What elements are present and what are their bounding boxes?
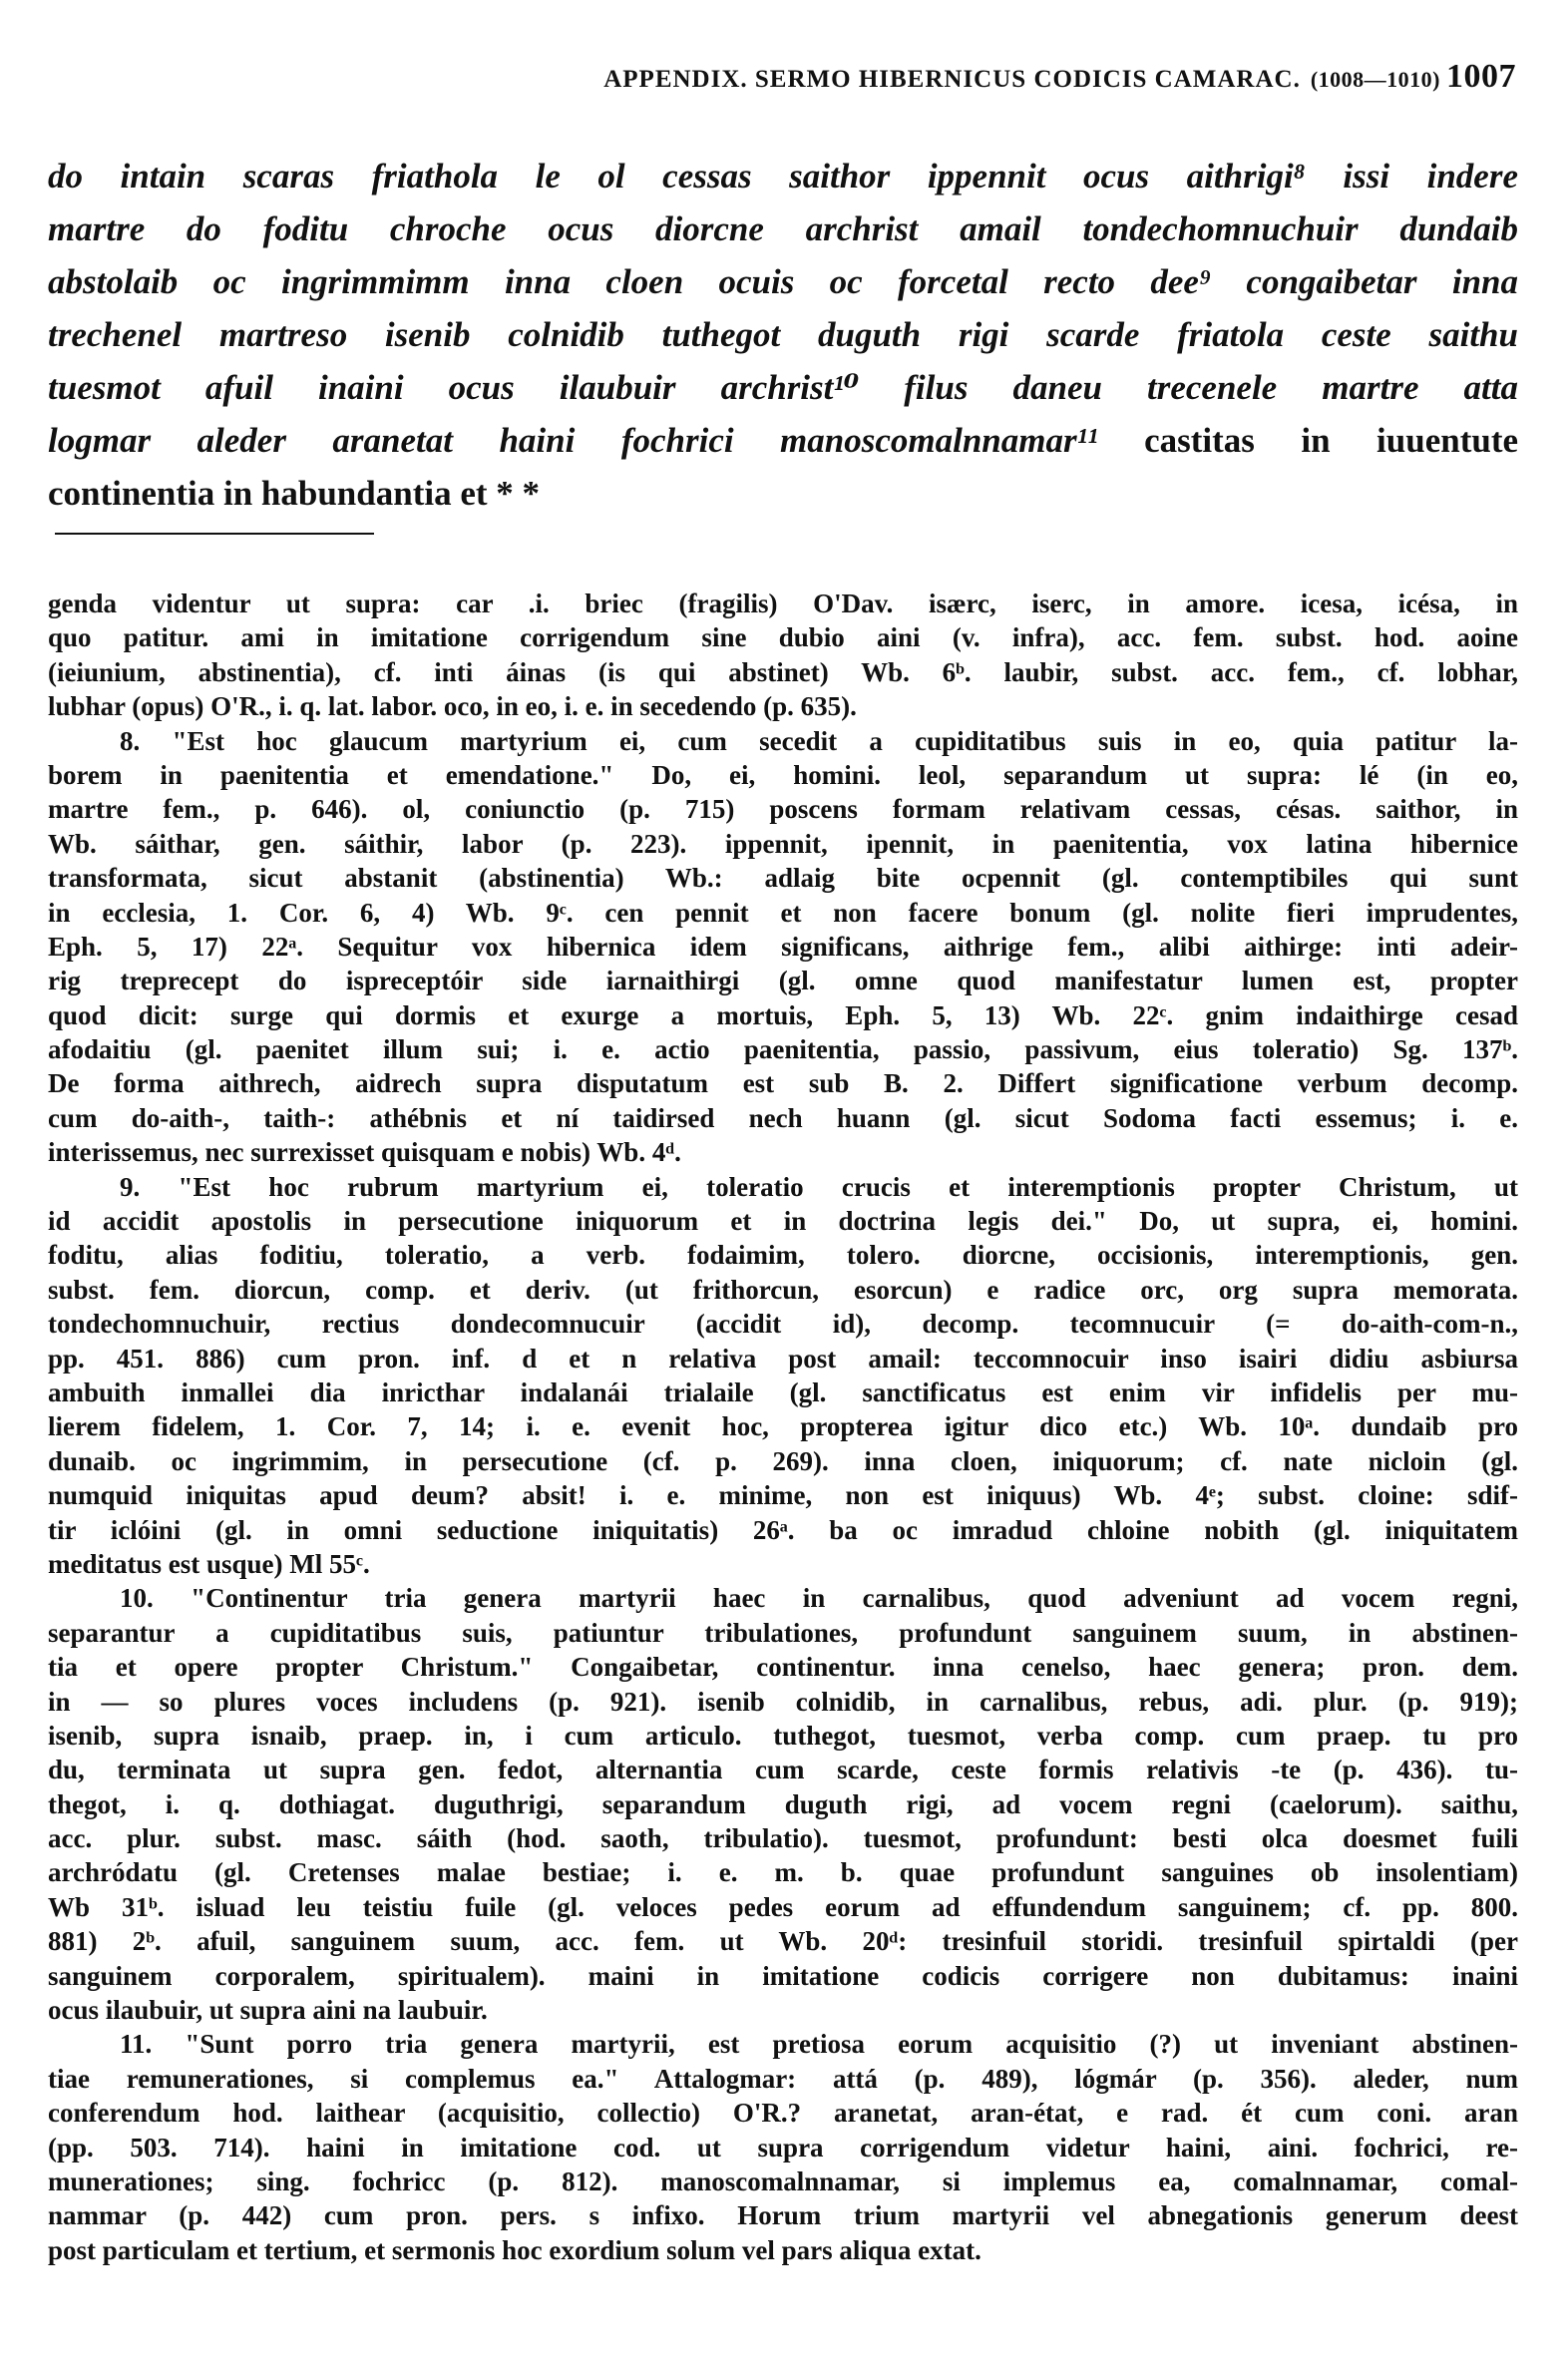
footnote-line: 9. "Est hoc rubrum martyrium ei, toleratio crucis et interemptionis propter Christum, ut [120,1171,1518,1202]
page-number: 1007 [1446,58,1516,95]
latin-text: castitas in iuuentute [1144,421,1518,460]
footnote-line: 8. "Est hoc glaucum martyrium ei, cum secedit a cupiditatibus suis in eo, quia patitur la- [120,725,1518,756]
footnote-line: thegot, i. q. dothiagat. duguthrigi, separandum duguth rigi, ad vocem regni (caelorum). saithu, [48,1788,1518,1819]
footnote-line: 10. "Continentur tria genera martyrii haec in carnalibus, quod adveniunt ad vocem regni, [120,1583,1518,1614]
irish-text: abstolaib oc ingrimmimm inna cloen ocuis oc forcetal recto dee⁹ congaibetar inna [48,262,1518,301]
latin-text: continentia in habundantia et * * [48,474,541,513]
page-range: (1008—1010) [1310,67,1440,92]
footnote-line: in ecclesia, 1. Cor. 6, 4) Wb. 9ᶜ. cen pennit et non facere bonum (gl. nolite fieri imprudentes, [48,897,1518,928]
footnote-line: quo patitur. ami in imitatione corrigendum sine dubio aini (v. infra), acc. fem. subst. hod. aoine [48,622,1518,653]
footnote-divider [55,533,374,535]
footnote-line: martre fem., p. 646). ol, coniunctio (p. 715) poscens formam relativam cessas, césas. saithor, in [48,794,1518,825]
footnote-line: archródatu (gl. Cretenses malae bestiae; i. e. m. b. quae profundunt sanguines ob insolentiam) [48,1857,1518,1888]
footnote-line: isenib, supra isnaib, praep. in, i cum articulo. tuthegot, tuesmot, verba comp. cum praep. tu pro [48,1720,1518,1751]
footnote-line: De forma aithrech, aidrech supra disputatum est sub B. 2. Differt significatione verbum decomp. [48,1068,1518,1099]
text-line [48,202,1518,255]
text-line [48,467,1518,520]
footnote-line: ambuith inmallei dia inricthar indalanái trialaile (gl. sanctificatus est enim vir infidelis per mu- [48,1376,1518,1407]
footnote-line: 881) 2ᵇ. afuil, sanguinem suum, acc. fem. ut Wb. 20ᵈ: tresinfuil storidi. tresinfuil spirtaldi (per [48,1926,1518,1957]
text-line [48,308,1518,361]
footnote-line: munerationes; sing. fochricc (p. 812). manoscomalnnamar, si implemus ea, comalnnamar, comal- [48,2165,1518,2196]
footnote-line: nammar (p. 442) cum pron. pers. s infixo. Horum trium martyrii vel abnegationis generum deest [48,2200,1518,2231]
footnote-line: post particulam et tertium, et sermonis hoc exordium solum vel pars aliqua extat. [48,2234,981,2265]
running-title: APPENDIX. SERMO HIBERNICUS CODICIS CAMARAC. [603,66,1301,93]
footnote-line: acc. plur. subst. masc. sáith (hod. saoth, tribulatio). tuesmot, profundunt: besti olca doesmet fuili [48,1823,1518,1854]
text-line [48,150,1518,202]
footnote-line: meditatus est usque) Ml 55ᶜ. [48,1548,370,1579]
footnote-line: numquid iniquitas apud deum? absit! i. e. minime, non est iniquus) Wb. 4ᵉ; subst. cloine: sdif- [48,1480,1518,1511]
footnote-line: Wb. sáithar, gen. sáithir, labor (p. 223). ippennit, ipennit, in paenitentia, vox latina hibernice [48,828,1518,859]
footnote-line: (ieiunium, abstinentia), cf. inti áinas (is qui abstinet) Wb. 6ᵇ. laubir, subst. acc. fem., cf. lobhar, [48,656,1518,687]
footnote-line: ocus ilaubuir, ut supra aini na laubuir. [48,1995,488,2026]
text-line [48,255,1518,308]
footnote-line: sanguinem corporalem, spiritualem). maini in imitatione codicis corrigere non dubitamus: inaini [48,1960,1518,1991]
irish-text: logmar aleder aranetat haini fochrici manoscomalnnamar¹¹ [48,421,1145,460]
footnote-line: tondechomnuchuir, rectius dondecomnucuir (accidit id), decomp. tecomnucuir (= do-aith-com-n., [48,1309,1518,1340]
footnotes [48,587,1518,2267]
irish-text: tuesmot afuil inaini ocus ilaubuir archrist¹⁰ filus daneu trecenele martre atta [48,368,1518,407]
footnote-line: foditu, alias foditiu, toleratio, a verb. fodaimim, tolero. diorcne, occisionis, interemptionis, gen. [48,1240,1518,1271]
footnote-line: separantur a cupiditatibus suis, patiuntur tribulationes, profundunt sanguinem suum, in abstinen- [48,1617,1518,1648]
text-line [48,414,1518,467]
running-header [603,58,1516,96]
footnote-line: conferendum hod. laithear (acquisitio, collectio) O'R.? aranetat, aran-état, e rad. ét cum coni. aran [48,2098,1518,2129]
footnote-line: quod dicit: surge qui dormis et exurge a mortuis, Eph. 5, 13) Wb. 22ᶜ. gnim indaithirge cesad [48,999,1518,1030]
footnote-line: afodaitiu (gl. paenitet illum sui; i. e. actio paenitentia, passio, passivum, eius toleratio) Sg. 137ᵇ. [48,1034,1518,1065]
footnote-line: Eph. 5, 17) 22ᵃ. Sequitur vox hibernica idem significans, aithrige fem., alibi aithirge: inti adeir- [48,931,1518,962]
footnote-line: transformata, sicut abstanit (abstinentia) Wb.: adlaig bite ocpennit (gl. contemptibiles qui sunt [48,863,1518,894]
footnote-line: subst. fem. diorcun, comp. et deriv. (ut frithorcun, esorcun) e radice orc, org supra memorata. [48,1274,1518,1305]
footnote-line: interissemus, nec surrexisset quisquam e nobis) Wb. 4ᵈ. [48,1137,681,1168]
footnote-line: lubhar (opus) O'R., i. q. lat. labor. oco, in eo, i. e. in secedendo (p. 635). [48,691,857,722]
irish-text: trechenel martreso isenib colnidib tuthegot duguth rigi scarde friatola ceste saithu [48,315,1518,354]
footnote-line: pp. 451. 886) cum pron. inf. d et n relativa post amail: teccomnocuir inso isairi didiu asbiursa [48,1343,1518,1374]
footnote-line: 11. "Sunt porro tria genera martyrii, est pretiosa eorum acquisitio (?) ut inveniant abstinen- [120,2029,1518,2060]
footnote-line: dunaib. oc ingrimmim, in persecutione (cf. p. 269). inna cloen, iniquorum; cf. nate nicloin (gl. [48,1445,1518,1476]
text-line [48,361,1518,414]
footnote-line: cum do-aith-, taith-: athébnis et ní taidirsed nech huann (gl. sicut Sodoma facti essemus; i. e. [48,1102,1518,1133]
main-text [48,150,1518,520]
footnote-line: tia et opere propter Christum." Congaibetar, continentur. inna cenelso, haec genera; pron. dem. [48,1652,1518,1683]
footnote-line: genda videntur ut supra: car .i. briec (fragilis) O'Dav. isærc, iserc, in amore. icesa, icésa, in [48,589,1518,618]
footnote-line: id accidit apostolis in persecutione iniquorum et in doctrina legis dei." Do, ut supra, ei, homini. [48,1206,1518,1237]
footnote-line: borem in paenitentia et emendatione." Do, ei, homini. leol, separandum ut supra: lé (in eo, [48,759,1518,790]
irish-text: martre do foditu chroche ocus diorcne archrist amail tondechomnuchuir dundaib [48,209,1518,248]
footnote-line: rig treprecept do ispreceptóir side iarnaithirgi (gl. omne quod manifestatur lumen est, propter [48,966,1518,996]
footnote-line: tiae remunerationes, si complemus ea." Attalogmar: attá (p. 489), lógmár (p. 356). aleder, num [48,2063,1518,2094]
irish-text: do intain scaras friathola le ol cessas saithor ippennit ocus aithrigi⁸ issi indere [48,157,1518,196]
footnote-line: Wb 31ᵇ. isluad leu teistiu fuile (gl. veloces pedes eorum ad effundendum sanguinem; cf. pp. 800. [48,1891,1518,1922]
footnote-line: (pp. 503. 714). haini in imitatione cod. ut supra corrigendum videtur haini, aini. fochrici, re- [48,2132,1518,2162]
footnote-line: du, terminata ut supra gen. fedot, alternantia cum scarde, ceste formis relativis -te (p. 436). tu- [48,1755,1518,1785]
footnote-line: in — so plures voces includens (p. 921). isenib colnidib, in carnalibus, rebus, adi. plur. (p. 919); [48,1686,1518,1717]
footnote-line: tir iclóini (gl. in omni seductione iniquitatis) 26ᵃ. ba oc imradud chloine nobith (gl. iniquitatem [48,1514,1518,1545]
footnote-line: lierem fidelem, 1. Cor. 7, 14; i. e. evenit hoc, propterea igitur dico etc.) Wb. 10ᵃ. dundaib pro [48,1411,1518,1442]
